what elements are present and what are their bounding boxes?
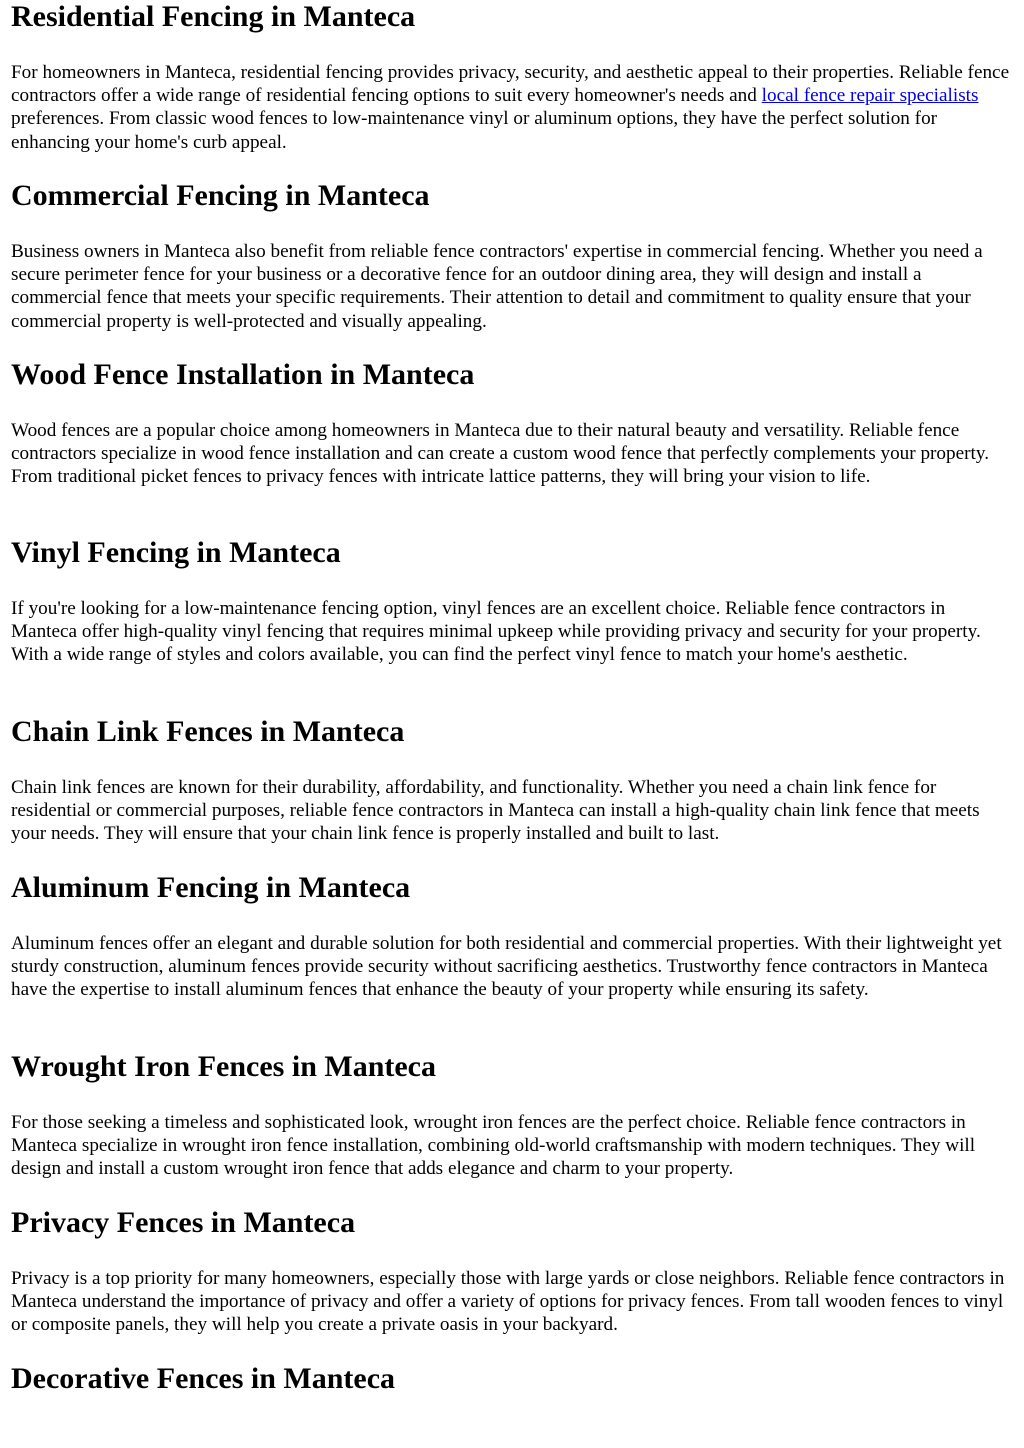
paragraph-residential-text-1: For homeowners in Manteca, residential fencing provides privacy, security, and aesthetic appeal to their properties. Reliable fence contractors offer a wide range of residential fencing options to suit every homeowner's needs and [11, 62, 1010, 107]
heading-wood: Wood Fence Installation in Manteca [11, 358, 475, 391]
paragraph-chain-link: Chain link fences are known for their durability, affordability, and functionality. Whether you need a chain link fence for residential or commercial purposes, reliable fence contractors in Manteca can install a high-quality chain link fence that meets your needs. They will ensure that your chain link fence is properly installed and built to last. [11, 777, 980, 845]
section-wrought-iron [11, 1050, 1011, 1181]
heading-decorative: Decorative Fences in Manteca [11, 1362, 396, 1395]
section-vinyl [11, 536, 1011, 667]
paragraph-wood: Wood fences are a popular choice among homeowners in Manteca due to their natural beauty and versatility. Reliable fence contractors specialize in wood fence installation and can create a custom wood fence that perfectly complements your property. From traditional picket fences to privacy fences with intricate lattice patterns, they will bring your vision to life. [11, 420, 989, 488]
section-residential [11, 0, 1011, 154]
heading-wrought-iron: Wrought Iron Fences in Manteca [11, 1050, 436, 1083]
paragraph-privacy: Privacy is a top priority for many homeowners, especially those with large yards or close neighbors. Reliable fence contractors in Manteca understand the importance of privacy and offer a variety of options for privacy fences. From tall wooden fences to vinyl or composite panels, they will help you create a private oasis in your backyard. [11, 1268, 1005, 1336]
paragraph-residential-text-2: preferences. From classic wood fences to low-maintenance vinyl or aluminum options, they have the perfect solution for enhancing your home's curb appeal. [11, 108, 938, 153]
paragraph-wrought-iron: For those seeking a timeless and sophisticated look, wrought iron fences are the perfect choice. Reliable fence contractors in Manteca specialize in wrought iron fence installation, combining old-world craftsmanship with modern techniques. They will design and install a custom wrought iron fence that adds elegance and charm to your property. [11, 1112, 976, 1180]
heading-chain-link: Chain Link Fences in Manteca [11, 715, 405, 748]
section-decorative [11, 1362, 1011, 1396]
paragraph-vinyl: If you're looking for a low-maintenance fencing option, vinyl fences are an excellent choice. Reliable fence contractors in Manteca offer high-quality vinyl fencing that requires minimal upkeep while providing privacy and security for your property. With a wide range of styles and colors available, you can find the perfect vinyl fence to match your home's aesthetic. [11, 598, 981, 666]
section-aluminum [11, 871, 1011, 1002]
local-fence-repair-link[interactable]: local fence repair specialists [761, 85, 979, 107]
heading-privacy: Privacy Fences in Manteca [11, 1206, 356, 1239]
heading-commercial: Commercial Fencing in Manteca [11, 179, 430, 212]
section-wood [11, 358, 1011, 489]
paragraph-residential [11, 61, 1011, 154]
paragraph-aluminum: Aluminum fences offer an elegant and durable solution for both residential and commercial properties. With their lightweight yet sturdy construction, aluminum fences provide security without sacrificing aesthetics. Trustworthy fence contractors in Manteca have the expertise to install aluminum fences that enhance the beauty of your property while ensuring its safety. [11, 933, 1002, 1001]
heading-aluminum: Aluminum Fencing in Manteca [11, 871, 411, 904]
section-chain-link [11, 715, 1011, 846]
heading-vinyl: Vinyl Fencing in Manteca [11, 536, 341, 569]
section-privacy [11, 1206, 1011, 1337]
heading-residential: Residential Fencing in Manteca [11, 0, 416, 33]
section-commercial [11, 179, 1011, 333]
paragraph-commercial: Business owners in Manteca also benefit from reliable fence contractors' expertise in commercial fencing. Whether you need a secure perimeter fence for your business or a decorative fence for an outdoor dining area, they will design and install a commercial fence that meets your specific requirements. Their attention to detail and commitment to quality ensure that your commercial property is well-protected and visually appealing. [11, 241, 983, 332]
